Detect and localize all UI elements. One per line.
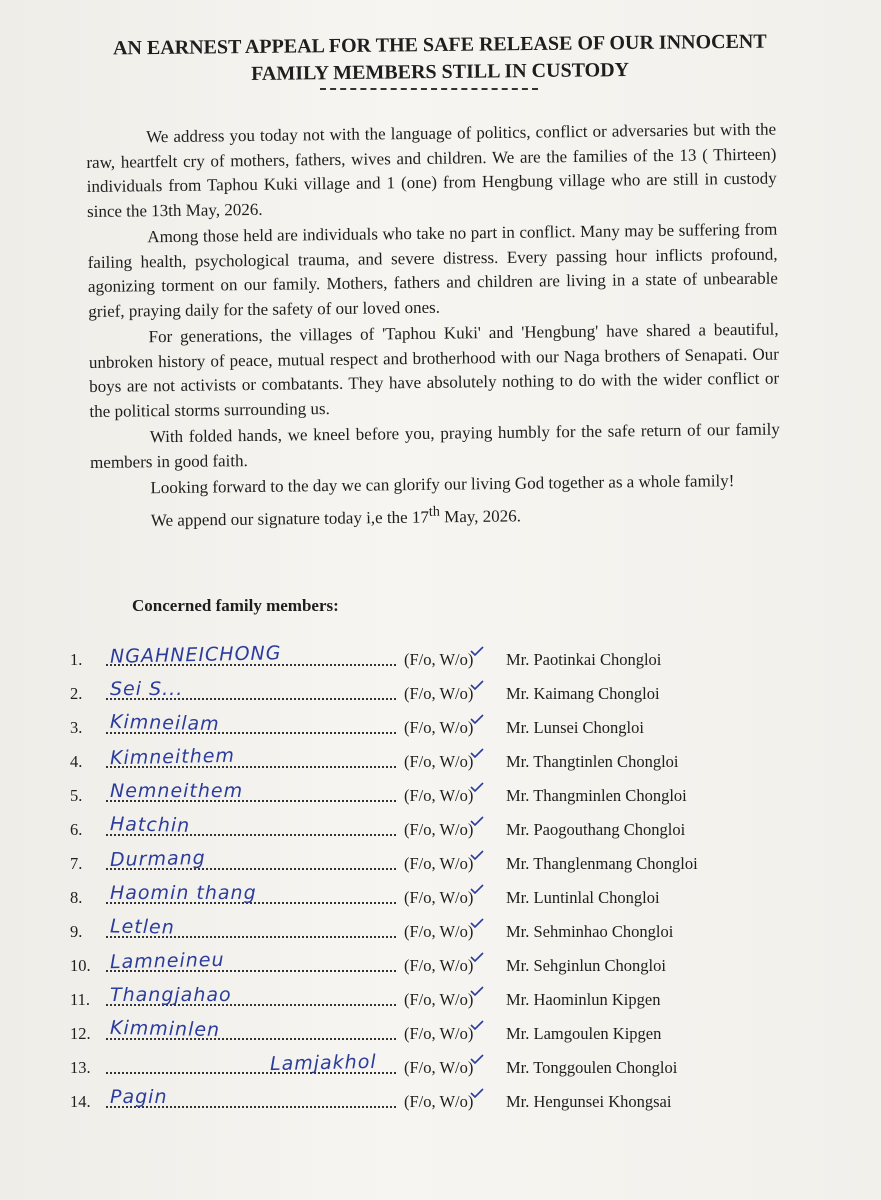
appeal-body <box>86 118 781 534</box>
relation-label: (F/o, W/o) <box>404 786 474 805</box>
member-name: Mr. Paogouthang Chongloi <box>506 820 686 839</box>
member-row <box>70 708 850 738</box>
member-number: 7. <box>70 854 83 873</box>
member-number: 8. <box>70 888 83 907</box>
check-mark-icon <box>470 1088 484 1098</box>
relation-label: (F/o, W/o) <box>404 922 474 941</box>
handwritten-signature: Pagin <box>110 1086 168 1108</box>
member-name: Mr. Tonggoulen Chongloi <box>506 1058 678 1077</box>
member-row <box>70 844 850 874</box>
relation-label: (F/o, W/o) <box>404 990 474 1009</box>
member-name: Mr. Sehminhao Chongloi <box>506 922 674 941</box>
check-mark-icon <box>470 748 484 758</box>
check-mark-icon <box>470 782 484 792</box>
check-mark-icon <box>470 680 484 690</box>
check-mark-icon <box>470 918 484 928</box>
handwritten-signature: Sei S... <box>110 678 184 700</box>
title-line-1: AN EARNEST APPEAL FOR THE SAFE RELEASE OF OUR INNOCENT <box>112 30 767 60</box>
handwritten-signature: Letlen <box>109 915 175 939</box>
check-mark-icon <box>470 1020 484 1030</box>
handwritten-signature: Nemneithem <box>110 780 244 802</box>
member-row <box>70 1048 850 1078</box>
relation-label: (F/o, W/o) <box>404 650 474 669</box>
member-name: Mr. Lunsei Chongloi <box>506 718 644 737</box>
concerned-heading: Concerned family members: <box>132 596 339 615</box>
member-name: Mr. Kaimang Chongloi <box>506 684 660 703</box>
member-number: 2. <box>70 684 83 703</box>
member-name: Mr. Haominlun Kipgen <box>506 990 661 1009</box>
relation-label: (F/o, W/o) <box>404 752 474 771</box>
check-mark-icon <box>470 884 484 894</box>
paragraph-5: Looking forward to the day we can glorify our living God together as a whole family! <box>150 471 735 498</box>
date-line-text: We append our signature today i,e the 17 <box>150 506 430 530</box>
relation-label: (F/o, W/o) <box>404 888 474 907</box>
date-ordinal: th <box>428 503 440 520</box>
document-title <box>90 28 791 89</box>
paragraph-1: We address you today not with the language of politics, conflict or adversaries but with the raw, heartfelt cry of mothers, fathers, wives and children. We are the families of the 13 ( Thirteen) individuals from Taphou Kuki village and 1 (one) from Hengbung village who are still in custody since the 13th May, 2026. <box>86 119 777 221</box>
relation-label: (F/o, W/o) <box>404 854 474 873</box>
member-row <box>70 946 850 976</box>
member-number: 5. <box>70 786 83 805</box>
check-mark-icon <box>470 816 484 826</box>
member-name: Mr. Thanglenmang Chongloi <box>506 854 698 873</box>
member-row <box>70 912 850 942</box>
member-number: 3. <box>70 718 83 737</box>
handwritten-signature: Durmang <box>109 846 206 872</box>
title-underline <box>320 88 538 90</box>
check-mark-icon <box>470 1054 484 1064</box>
member-name: Mr. Paotinkai Chongloi <box>506 650 662 669</box>
member-name: Mr. Luntinlal Chongloi <box>506 888 660 907</box>
member-number: 14. <box>70 1092 91 1111</box>
member-number: 1. <box>70 650 83 669</box>
check-mark-icon <box>470 850 484 860</box>
member-number: 11. <box>70 990 91 1009</box>
member-name: Mr. Hengunsei Khongsai <box>506 1092 672 1111</box>
title-line-2: FAMILY MEMBERS STILL IN CUSTODY <box>251 59 630 85</box>
check-mark-icon <box>470 646 484 656</box>
member-number: 9. <box>70 922 83 941</box>
handwritten-signature: Kimneilam <box>109 710 220 736</box>
relation-label: (F/o, W/o) <box>404 1092 474 1111</box>
member-row <box>70 742 850 772</box>
check-mark-icon <box>470 714 484 724</box>
member-name: Mr. Sehginlun Chongloi <box>506 956 666 975</box>
handwritten-signature: Thangjahao <box>110 984 232 1006</box>
member-number: 12. <box>70 1024 91 1043</box>
check-mark-icon <box>470 986 484 996</box>
relation-label: (F/o, W/o) <box>404 1058 474 1077</box>
member-row <box>70 878 850 908</box>
member-name: Mr. Thangtinlen Chongloi <box>506 752 679 771</box>
member-row <box>70 1014 850 1044</box>
member-number: 13. <box>70 1058 91 1077</box>
relation-label: (F/o, W/o) <box>404 820 474 839</box>
paragraph-2: Among those held are individuals who take no part in conflict. Many may be suffering from failing health, psychological trauma, and severe distress. Every passing hour inflicts profound, agonizing torment on our family. Mothers, fathers and children are living in a state of unbearable grief, praying daily for the safety of our loved ones. <box>87 219 779 321</box>
handwritten-signature: NGAHNEICHONG <box>109 642 282 668</box>
handwritten-signature: Kimminlen <box>109 1016 221 1042</box>
handwritten-signature: Lamneineu <box>109 948 225 974</box>
check-mark-icon <box>470 952 484 962</box>
handwritten-signature: Hatchin <box>109 813 191 837</box>
member-row <box>70 980 850 1010</box>
date-line-end: May, 2026. <box>439 505 522 526</box>
member-number: 6. <box>70 820 83 839</box>
relation-label: (F/o, W/o) <box>404 718 474 737</box>
member-row <box>70 1082 850 1112</box>
member-row <box>70 674 850 704</box>
member-number: 4. <box>70 752 83 771</box>
member-number: 10. <box>70 956 91 975</box>
member-row <box>70 640 850 670</box>
member-row <box>70 810 850 840</box>
handwritten-signature: Haomin thang <box>110 882 257 904</box>
handwritten-signature: Lamjakhol <box>269 1050 377 1076</box>
paragraph-4: With folded hands, we kneel before you, praying humbly for the safe return of our family members in good faith. <box>89 419 780 472</box>
member-row <box>70 776 850 806</box>
handwritten-signature: Kimneithem <box>109 744 236 770</box>
relation-label: (F/o, W/o) <box>404 1024 474 1043</box>
signature-date-line <box>91 495 781 534</box>
paragraph-3: For generations, the villages of 'Taphou Kuki' and 'Hengbung' have shared a beautiful, unbroken history of peace, mutual respect and brotherhood with our Naga brothers of Senapati. Our boys are not activists or combatants. They have absolutely nothing to do with the wider conflict or the political storms surrounding us. <box>88 319 780 421</box>
relation-label: (F/o, W/o) <box>404 956 474 975</box>
member-name: Mr. Thangminlen Chongloi <box>506 786 687 805</box>
member-name: Mr. Lamgoulen Kipgen <box>506 1024 662 1043</box>
relation-label: (F/o, W/o) <box>404 684 474 703</box>
